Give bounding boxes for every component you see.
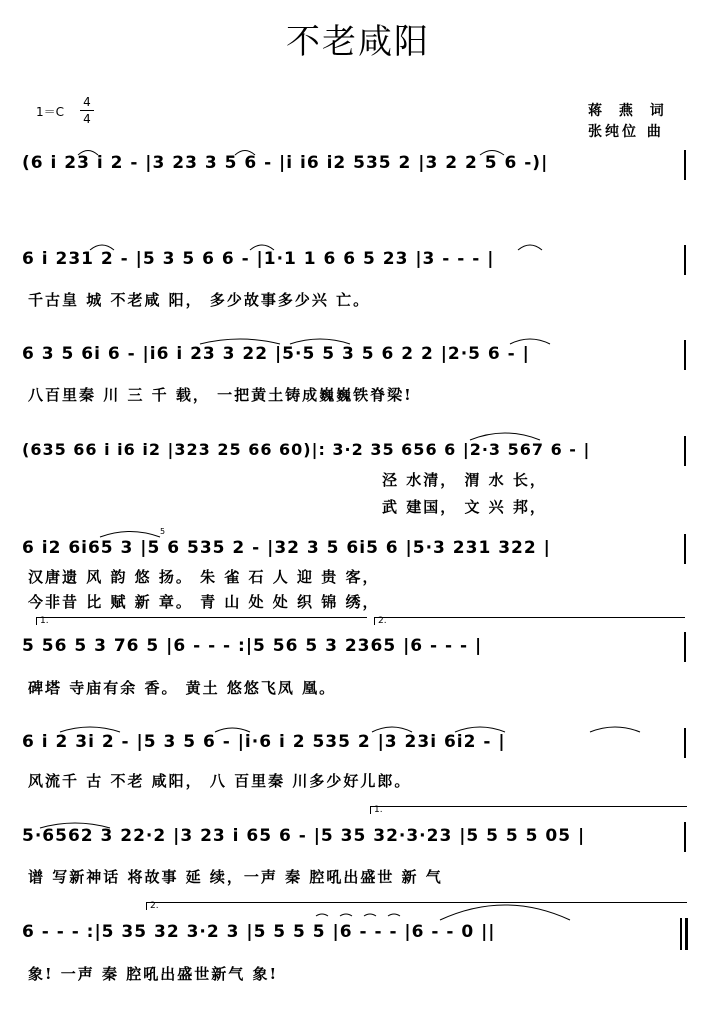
music-line-2: 6 i 231 2 - |5 3 5 6 6 - |1·1 1 6 6 5 23 |3 - - - | — [22, 249, 495, 269]
lyric-line-2: 千古皇 城 不老咸 阳， 多少故事多少兴 亡。 — [28, 291, 371, 309]
music-line-4: (635 66 i i6 i2 |323 25 66 60)|: 3·2 35 656 6 |2·3 567 6 - | — [22, 440, 591, 459]
slur — [510, 339, 550, 344]
music-line-9: 6 - - - :|5 35 32 3·2 3 |5 5 5 5 |6 - - - |6 - - 0 || — [22, 922, 496, 942]
accent-marks — [316, 914, 400, 916]
slur — [590, 727, 640, 732]
slur — [455, 727, 505, 732]
slur — [200, 339, 280, 344]
lyric-line-5a: 汉唐遗 风 韵 悠 扬。 朱 雀 石 人 迎 贵 客， — [28, 568, 380, 586]
lyric-line-6: 碑塔 寺庙有余 香。 黄土 悠悠飞凤 凰。 — [28, 679, 337, 697]
music-line-5: 6 i2 6i65 3 |5 6 535 2 - |32 3 5 6i5 6 |5·3 231 322 | — [22, 538, 551, 558]
slur — [250, 245, 274, 250]
lyric-line-7: 风流千 古 不老 咸阳， 八 百里秦 川多少好儿郎。 — [28, 772, 412, 790]
music-line-8: 5·6562 3 22·2 |3 23 i 65 6 - |5 35 32·3·23 |5 5 5 5 05 | — [22, 826, 586, 846]
slur — [372, 727, 412, 732]
slur — [78, 151, 98, 156]
music-line-1: (6 i 23 i 2 - |3 23 3 5 6 - |i i6 i2 535 2 |3 2 2 5 6 -)| — [22, 153, 549, 173]
slur — [290, 339, 350, 344]
key-signature: 1＝C — [36, 105, 65, 119]
lyric-line-5b: 今非昔 比 赋 新 章。 青 山 处 处 织 锦 绣， — [28, 593, 380, 611]
slur — [518, 245, 542, 250]
slur — [100, 532, 160, 538]
lyric-line-8: 谱 写新神话 将故事 延 续，一声 秦 腔吼出盛世 新 气 — [28, 868, 443, 886]
slur — [40, 823, 110, 828]
slur — [235, 151, 255, 156]
grace-note: 5 — [160, 527, 166, 536]
slur — [90, 245, 114, 250]
lyric-line-9: 象! 一声 秦 腔吼出盛世新气 象! — [28, 965, 279, 983]
music-line-3: 6 3 5 6i 6 - |i6 i 23 3 22 |5·5 5 3 5 6 2 2 |2·5 6 - | — [22, 344, 530, 364]
meter-bottom: 4 — [83, 112, 91, 126]
music-line-6: 5 56 5 3 76 5 |6 - - - :|5 56 5 3 2365 |6 - - - | — [22, 636, 483, 656]
composer-credit: 张纯位 曲 — [588, 124, 664, 140]
slur — [215, 728, 250, 732]
slur — [470, 433, 540, 440]
slur — [60, 727, 120, 732]
volta-bracket-2: 2. — [374, 617, 685, 625]
volta-bracket-1: 1. — [36, 617, 367, 625]
volta-bracket-4: 2. — [146, 902, 687, 910]
volta-bracket-3: 1. — [370, 806, 687, 814]
slur — [480, 151, 504, 156]
lyric-line-4a: 泾 水清， 渭 水 长， — [382, 471, 547, 489]
slur — [440, 905, 570, 920]
music-line-7: 6 i 2 3i 2 - |5 3 5 6 - |i·6 i 2 535 2 |3 23i 6i2 - | — [22, 732, 506, 752]
meter-top: 4 — [83, 95, 91, 109]
lyric-line-3: 八百里秦 川 三 千 载， 一把黄土铸成巍巍铁脊梁! — [28, 386, 413, 404]
lyricist-credit: 蒋 燕 词 — [588, 103, 670, 119]
lyric-line-4b: 武 建国， 文 兴 邦， — [382, 498, 547, 516]
song-title: 不老咸阳 — [286, 22, 430, 62]
